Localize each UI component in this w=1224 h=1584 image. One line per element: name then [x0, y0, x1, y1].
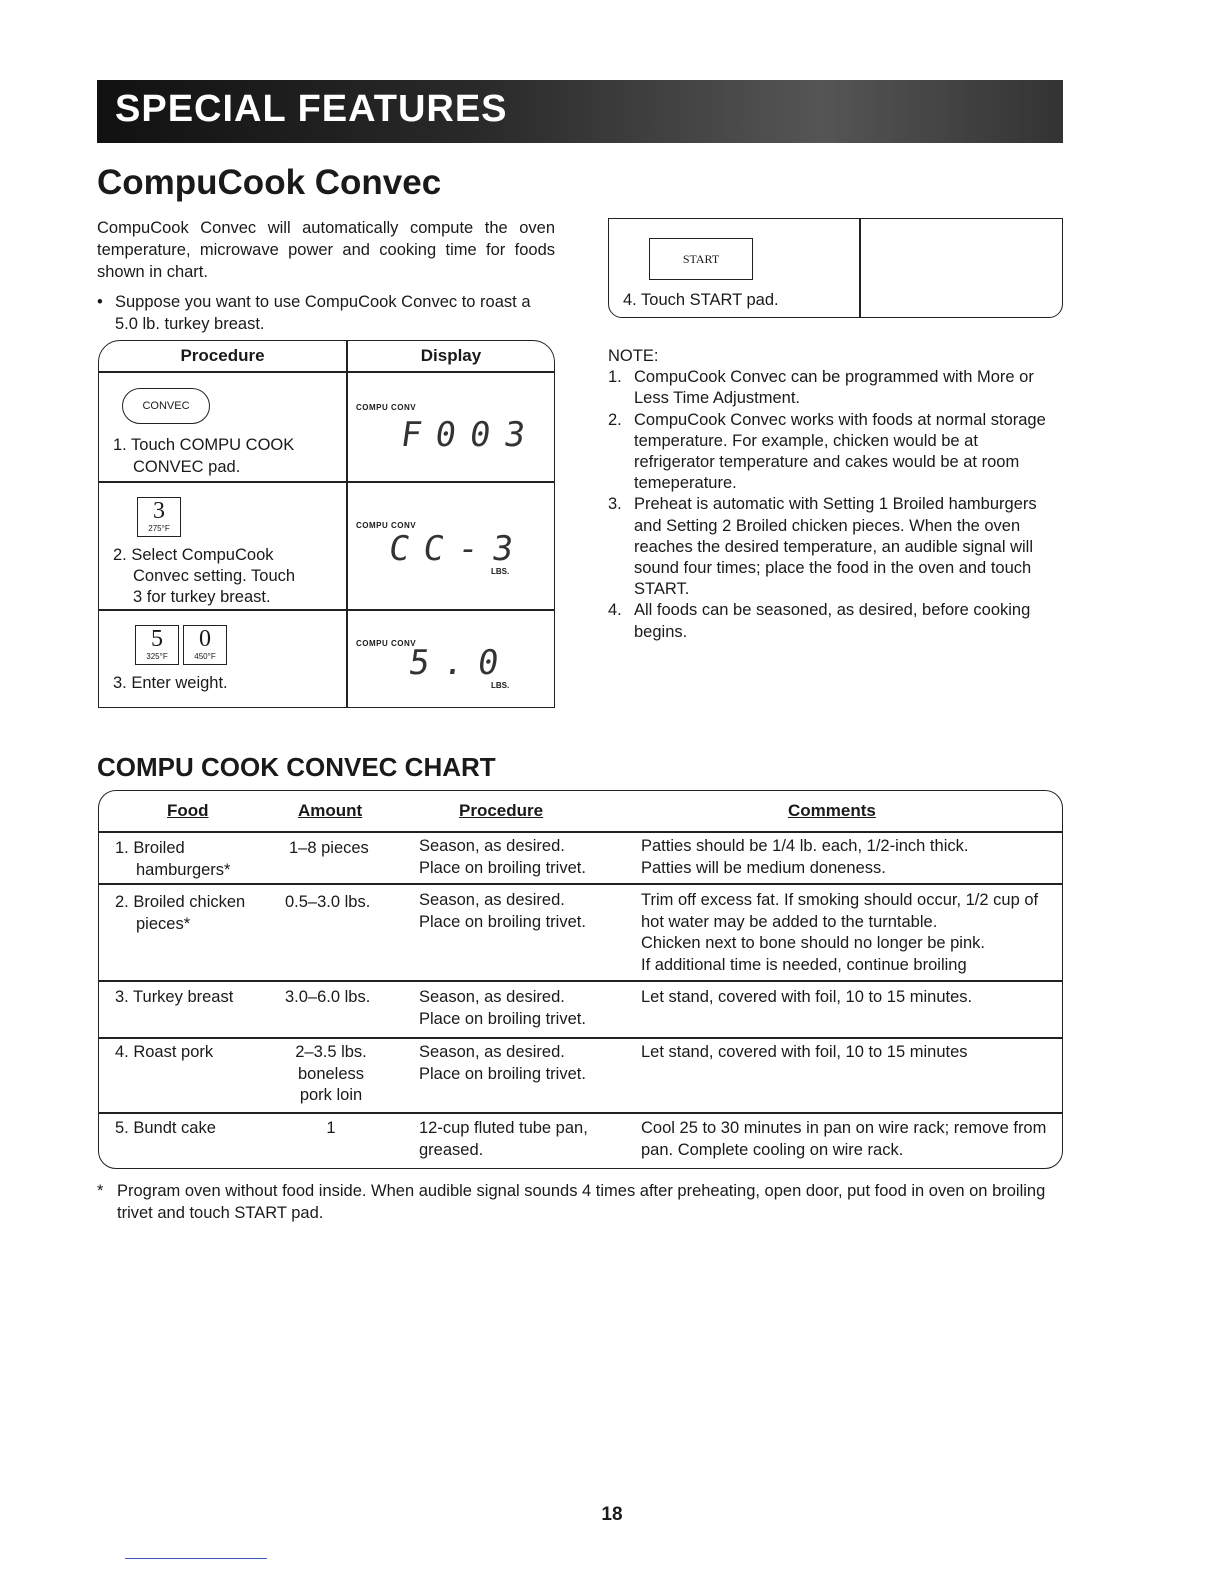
cell-line: 4. Roast pork — [115, 1043, 214, 1061]
intro-paragraph: CompuCook Convec will automatically compute the oven temperature, microwave power and cooking time for foods shown in chart. — [97, 219, 555, 281]
cell-line: pieces* — [136, 914, 191, 933]
cell-line: 2. Broiled chicken — [115, 893, 246, 911]
cell-line: boneless — [297, 1064, 365, 1083]
cell-line: Chicken next to bone should no longer be pink. — [641, 934, 985, 952]
note-text: All foods can be seasoned, as desired, before cooking begins. — [634, 601, 1031, 641]
step-1-line-1: 1. Touch COMPU COOK — [113, 436, 295, 454]
cell-line: 3. Turkey breast — [115, 988, 234, 1006]
table-row-comments — [641, 1118, 1056, 1161]
display-indicators: COMPU CONV — [356, 521, 417, 530]
cell-line: Season, as desired. — [419, 988, 565, 1006]
cell-line: 1–8 pieces — [289, 839, 369, 857]
procedure-header: Procedure — [180, 346, 265, 365]
number-key-0 — [183, 625, 227, 665]
table-rule — [99, 371, 554, 373]
table-rule — [99, 609, 554, 611]
cell-line: Patties will be medium doneness. — [641, 858, 886, 877]
col-header-comments: Comments — [788, 801, 876, 820]
table-row-food — [115, 838, 230, 881]
step-2-line-3: 3 for turkey breast. — [133, 588, 271, 606]
start-pad: START — [649, 238, 753, 280]
procedure-table — [98, 340, 555, 708]
note-text: Preheat is automatic with Setting 1 Broiled hamburgers and Setting 2 Broiled chicken pieces. When the oven reaches the desired temperature, an audible signal will sound four times; place the food in the oven and touch START. — [634, 495, 1037, 599]
row-rule — [99, 883, 1062, 885]
step-1-line-2: CONVEC pad. — [133, 458, 241, 476]
row-rule — [99, 1112, 1062, 1114]
compucook-chart — [98, 790, 1063, 1169]
number-key-5 — [135, 625, 179, 665]
display-indicators: COMPU CONV — [356, 639, 417, 648]
table-row-procedure — [419, 1042, 586, 1085]
table-divider — [346, 341, 348, 707]
table-row-procedure — [419, 1118, 588, 1161]
notes-list — [608, 346, 1063, 643]
table-row-comments — [641, 987, 972, 1009]
cell-line: Trim off excess fat. If smoking should occur, 1/2 cup of — [641, 891, 1039, 909]
lcd-unit: LBS. — [491, 681, 510, 690]
cell-line: 2–3.5 lbs. — [295, 1043, 367, 1061]
table-row-amount — [289, 838, 369, 860]
note-text: CompuCook Convec works with foods at normal storage temperature. For example, chicken would be at refrigerator temperature and cakes would be at room temeperature. — [634, 410, 1046, 493]
footnote — [97, 1180, 1063, 1224]
page-number: 18 — [601, 1504, 623, 1525]
table-row-food — [115, 1042, 213, 1064]
notes-title: NOTE: — [608, 347, 659, 365]
chart-heading: COMPU COOK CONVEC CHART — [97, 752, 496, 782]
box-divider — [859, 219, 861, 317]
lcd-readout: F003 — [398, 415, 542, 455]
cell-line: Place on broiling trivet. — [419, 1064, 586, 1083]
cell-line: pork loin — [299, 1086, 363, 1104]
display-header: Display — [420, 346, 482, 365]
section-banner — [97, 80, 1063, 143]
cell-line: Place on broiling trivet. — [419, 912, 586, 931]
row-rule — [99, 980, 1062, 982]
start-step-box — [608, 218, 1063, 318]
convec-pad: CONVEC — [122, 388, 210, 424]
example-bullet — [97, 291, 555, 335]
table-row-food — [115, 892, 245, 935]
table-row-amount — [283, 1042, 379, 1107]
cell-line: Cool 25 to 30 minutes in pan on wire rack; remove from — [641, 1119, 1047, 1137]
step-2-line-1: 2. Select CompuCook — [113, 546, 274, 564]
page-title: CompuCook Convec — [97, 163, 442, 202]
cell-line: greased. — [419, 1140, 484, 1159]
table-row-procedure — [419, 836, 586, 879]
cell-line: pan. Complete cooling on wire rack. — [641, 1140, 904, 1159]
note-item — [608, 367, 1063, 409]
note-number: 1. — [608, 368, 622, 387]
footnote-mark: * — [97, 1182, 104, 1200]
key-number: 5 — [151, 626, 163, 652]
table-row-procedure — [419, 890, 586, 933]
table-row-amount — [285, 987, 370, 1009]
step-3-line-1: 3. Enter weight. — [113, 674, 228, 692]
row-rule — [99, 831, 1062, 833]
cell-line: 1. Broiled — [115, 839, 185, 857]
banner-title: SPECIAL FEATURES — [115, 88, 508, 130]
cell-line: Patties should be 1/4 lb. each, 1/2-inch thick. — [641, 837, 969, 855]
col-header-food: Food — [167, 801, 209, 820]
cell-line: 12-cup fluted tube pan, — [419, 1119, 588, 1137]
table-row-amount — [283, 1118, 379, 1140]
cell-line: 1 — [326, 1119, 336, 1137]
table-row-comments — [641, 836, 968, 879]
note-number: 3. — [608, 495, 622, 514]
footnote-text: Program oven without food inside. When audible signal sounds 4 times after preheating, open door, put food in oven on broiling trivet and touch START pad. — [117, 1182, 1046, 1222]
cell-line: 5. Bundt cake — [115, 1119, 216, 1137]
cell-line: 0.5–3.0 lbs. — [285, 893, 371, 911]
start-caption: 4. Touch START pad. — [623, 291, 779, 309]
table-row-food — [115, 987, 233, 1009]
cell-line: Let stand, covered with foil, 10 to 15 minutes — [641, 1043, 968, 1061]
col-header-procedure: Procedure — [459, 801, 544, 820]
table-rule — [99, 481, 554, 483]
key-number: 3 — [153, 498, 165, 524]
row-rule — [99, 1037, 1062, 1039]
cell-line: hot water may be added to the turntable. — [641, 912, 938, 931]
cell-line: Season, as desired. — [419, 1043, 565, 1061]
number-key-3 — [137, 497, 181, 537]
note-item — [608, 600, 1063, 642]
cell-line: hamburgers* — [136, 860, 231, 879]
col-header-amount: Amount — [298, 801, 363, 820]
table-row-amount — [285, 892, 370, 914]
cell-line: Season, as desired. — [419, 837, 565, 855]
cell-line: Season, as desired. — [419, 891, 565, 909]
lcd-readout: 5.0 — [406, 643, 516, 683]
cell-line: If additional time is needed, continue broiling — [641, 955, 967, 974]
table-row-food — [115, 1118, 216, 1140]
note-number: 4. — [608, 601, 622, 620]
cell-line: 3.0–6.0 lbs. — [285, 988, 371, 1006]
bullet-text: Suppose you want to use CompuCook Convec to roast a 5.0 lb. turkey breast. — [115, 293, 531, 333]
bullet-mark: • — [97, 293, 103, 311]
cell-line: Let stand, covered with foil, 10 to 15 minutes. — [641, 988, 973, 1006]
cell-line: Place on broiling trivet. — [419, 1009, 586, 1028]
scan-artifact-line — [125, 1558, 267, 1559]
step-2-line-2: Convec setting. Touch — [133, 567, 296, 585]
key-number: 0 — [199, 626, 211, 652]
table-row-comments — [641, 1042, 968, 1064]
key-temp: 275°F — [148, 524, 170, 533]
cell-line: Place on broiling trivet. — [419, 858, 586, 877]
lcd-unit: LBS. — [491, 567, 510, 576]
note-item — [608, 410, 1063, 495]
lcd-readout: CC-3 — [386, 529, 530, 569]
key-temp: 325°F — [146, 652, 168, 661]
display-indicators: COMPU CONV — [356, 403, 417, 412]
note-item — [608, 494, 1063, 600]
note-text: CompuCook Convec can be programmed with More or Less Time Adjustment. — [634, 368, 1034, 408]
table-row-procedure — [419, 987, 586, 1030]
table-row-comments — [641, 890, 1038, 976]
note-number: 2. — [608, 410, 622, 429]
key-temp: 450°F — [194, 652, 216, 661]
